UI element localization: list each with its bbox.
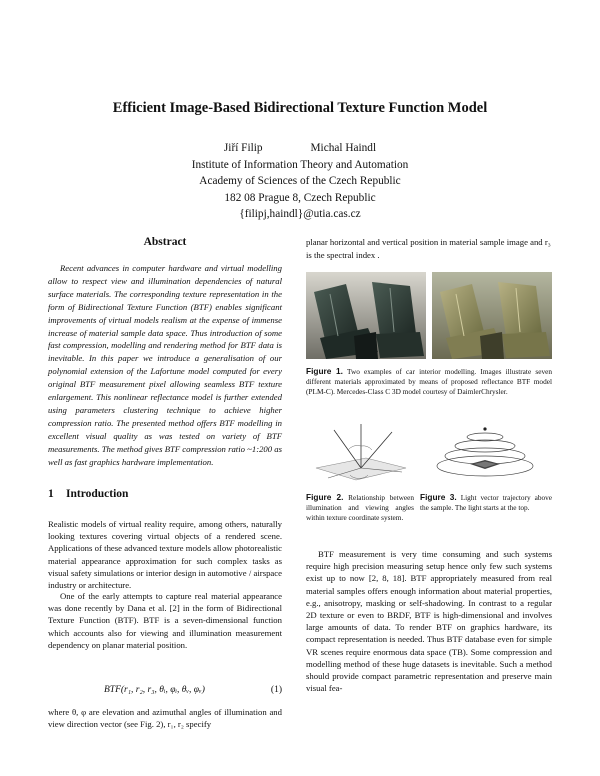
figure-3-diagram bbox=[420, 420, 550, 485]
author-name-1: Jiří Filip bbox=[223, 142, 263, 154]
abstract-text: Recent advances in computer hardware and virtual modelling allow to respect view and illumination dependencies of natural surface materials. The corresponding texture representation in the form of Bidirectional Texture Function (BTF) enables significant improvements of virtual models realism at the expense of immense increase of material sample data space. Thus introduction of some fast compression, modelling and rendering method for BTF data is inevitable. In this paper we introduce a generalisation of our polynomial extension of the Lafortune model computed for every original BTF measurement pixel allowing seamless BTF texture enlargement. This nonlinear reflectance model is further extended using parameters clustering technique to achieve higher compression ratio. The presented method offers BTF modelling in excellent visual quality as was tested on variety of BTF measurements. The method gives BTF compression ratio ~1:200 as well as fast graphics hardware implementation. bbox=[48, 263, 283, 467]
paper-title: Efficient Image-Based Bidirectional Texture Function Model bbox=[112, 100, 488, 116]
intro-paragraph-2: One of the early attempts to capture real material appearance was done recently by Dana et al. [2] in the form of Bidirectional Texture Function (BTF). BTF is a seven-dimensional function which accounts also for viewing and illumination measurement dependency on planar material position. bbox=[48, 591, 282, 650]
car-interior-renders bbox=[306, 272, 552, 359]
author-names bbox=[0, 140, 600, 157]
figure-1-caption-text: Two examples of car interior modelling. Images illustrate seven different materials approximated by means of proposed reflectance BTF model (PLM-C). Mercedes-Class C 3D model courtesy of DaimlerChrysler. bbox=[306, 367, 552, 397]
figure-3-caption bbox=[420, 492, 552, 513]
figure-1-label: Figure 1. bbox=[306, 366, 343, 376]
equation-number: (1) bbox=[270, 685, 282, 695]
right-column-top-text: planar horizontal and vertical position in material sample image and r₃ is the spectral index . bbox=[306, 237, 551, 260]
figure-1-images bbox=[306, 272, 552, 359]
intro-paragraph-1: Realistic models of virtual reality require, among others, naturally looking textures covering virtual objects of a rendered scene. Applications of these advanced texture models allow photorealistic material appearance approximation for such complex tasks as visual safety simulations or interior design in automotive / airspace industry or architecture. bbox=[48, 519, 282, 591]
author-block bbox=[0, 140, 600, 223]
figure-2-label: Figure 2. bbox=[306, 492, 344, 502]
affiliation-1: Institute of Information Theory and Automation bbox=[191, 158, 409, 171]
figure-3-label: Figure 3. bbox=[420, 492, 457, 502]
section-title: Introduction bbox=[66, 488, 129, 500]
intro-paragraph-3: where θ, φ are elevation and azimuthal angles of illumination and view direction vector (see Fig. 2), r₁, r₂ specify bbox=[48, 707, 282, 730]
address: 182 08 Prague 8, Czech Republic bbox=[224, 191, 376, 204]
figure-2-diagram bbox=[306, 420, 416, 485]
email: {filipj,haindl}@utia.cas.cz bbox=[239, 208, 361, 220]
section-number: 1 bbox=[48, 488, 54, 500]
render-dark-interior bbox=[306, 272, 426, 359]
right-column-body: BTF measurement is very time consuming and such systems require high precision measuring setup hence only few such systems exist up to now [2, 8, 18]. BTF appropriately measured from real material samples offers enough information about material properties, e.g., anisotropy, masking or self-shadowing. In contrast to a regular 2D texture or even to BRDF, BTF is high-dimensional and involves large amounts of data. To render BTF on graphics hardware, its compact representation is needed. Thus BTF database even for simple VR scenes require enormous data space (TB). Some compression and modelling method of these huge datasets is inevitable. Such a method should provide compact parametric representation and preserve main visual fea- bbox=[306, 549, 552, 694]
author-name-2: Michal Haindl bbox=[310, 142, 377, 154]
abstract-heading: Abstract bbox=[143, 236, 187, 248]
section-heading bbox=[48, 488, 282, 500]
equation-expression: BTF(r₁, r₂, r₃, θᵢ, φᵢ, θᵥ, φᵥ) bbox=[104, 685, 205, 695]
figure-3-caption-text: Light vector trajectory above the sample. The light starts at the top. bbox=[420, 493, 552, 513]
figure-2-caption bbox=[306, 492, 414, 524]
render-light-interior bbox=[432, 272, 552, 359]
figure-2-caption-text: Relationship between illumination and viewing angles within texture coordinate system. bbox=[306, 493, 415, 523]
figure-1-caption bbox=[306, 366, 552, 398]
affiliation-2: Academy of Sciences of the Czech Republic bbox=[199, 175, 401, 187]
